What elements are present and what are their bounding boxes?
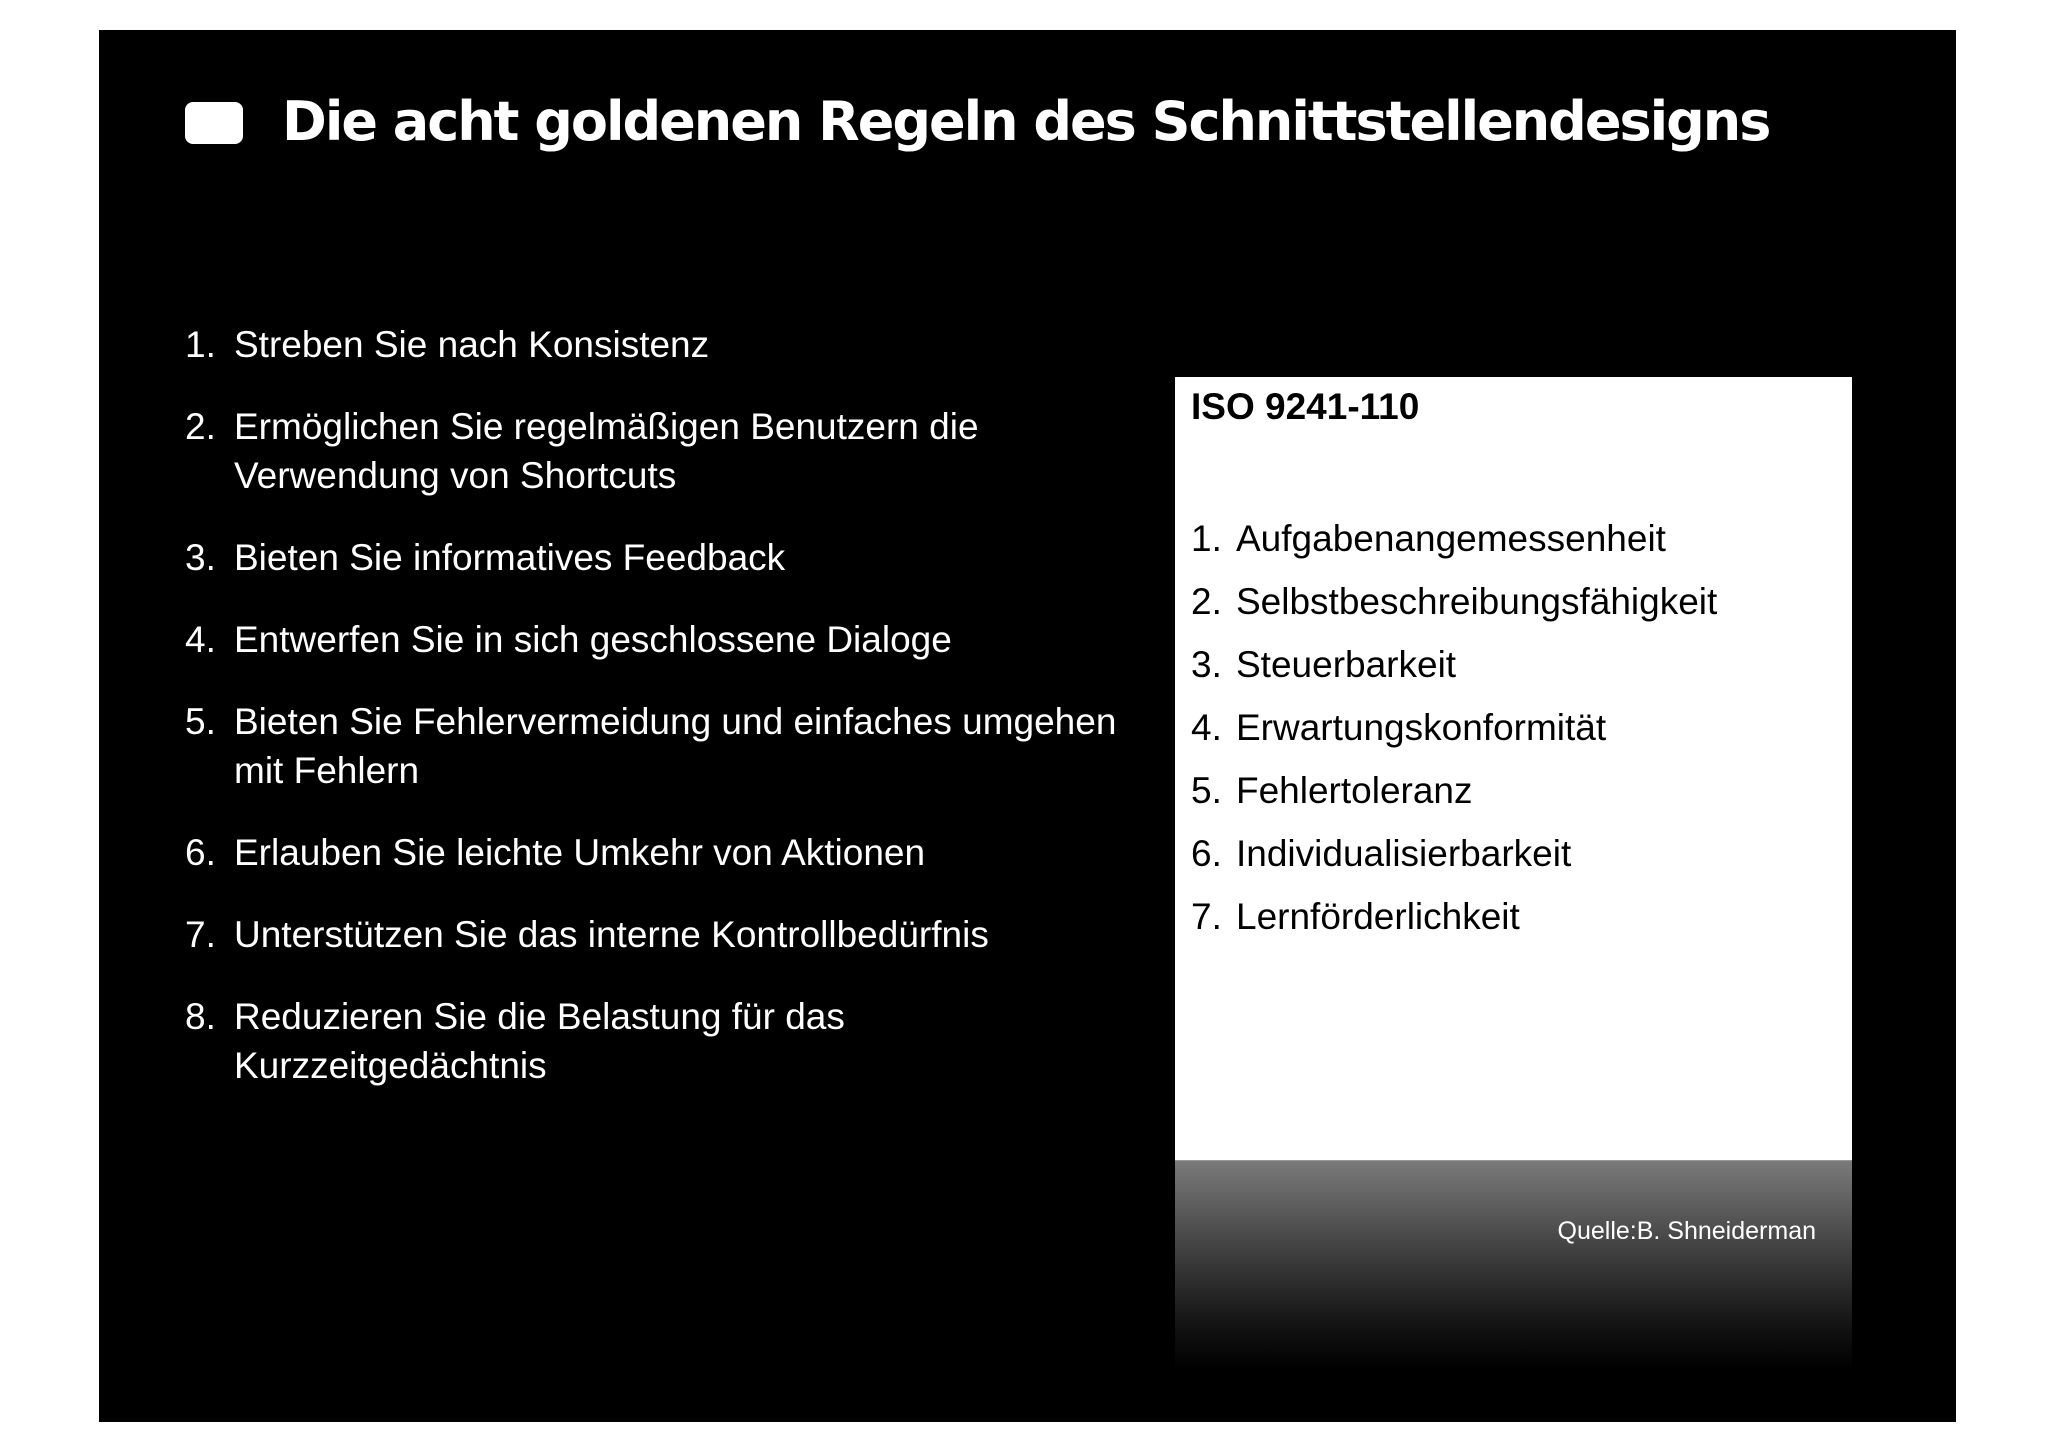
rule-number: 2. xyxy=(185,406,216,447)
iso-principles-box xyxy=(1175,377,1852,1160)
rule-item xyxy=(185,697,1165,795)
iso-heading: ISO 9241-110 xyxy=(1191,386,1420,427)
iso-item-text: Selbstbeschreibungsfähigkeit xyxy=(1236,581,1718,622)
rule-text: Ermöglichen Sie regelmäßigen Benutzern die Verwendung von Shortcuts xyxy=(234,406,979,496)
rule-text: Reduzieren Sie die Belastung für das Kurzzeitgedächtnis xyxy=(234,996,845,1086)
rule-number: 3. xyxy=(185,537,216,578)
iso-item xyxy=(1191,507,1717,570)
rule-number: 7. xyxy=(185,914,216,955)
rule-text: Erlauben Sie leichte Umkehr von Aktionen xyxy=(234,832,926,873)
iso-principles-list xyxy=(1191,507,1717,948)
box-reflection xyxy=(1175,1160,1852,1371)
iso-item-number: 3. xyxy=(1191,644,1222,685)
iso-item-text: Fehlertoleranz xyxy=(1236,770,1473,811)
rule-text: Entwerfen Sie in sich geschlossene Dialoge xyxy=(234,619,952,660)
rule-number: 1. xyxy=(185,324,216,365)
iso-item xyxy=(1191,633,1717,696)
rule-item xyxy=(185,615,1165,664)
iso-item-number: 6. xyxy=(1191,833,1222,874)
rule-item xyxy=(185,402,1165,500)
rule-item xyxy=(185,533,1165,582)
rule-text: Unterstützen Sie das interne Kontrollbedürfnis xyxy=(234,914,989,955)
iso-item-number: 4. xyxy=(1191,707,1222,748)
rule-text: Streben Sie nach Konsistenz xyxy=(234,324,710,365)
rule-item xyxy=(185,828,1165,877)
title-bullet-icon xyxy=(185,102,243,144)
slide xyxy=(99,30,1956,1422)
rule-item xyxy=(185,992,1165,1090)
rule-number: 6. xyxy=(185,832,216,873)
iso-item-text: Aufgabenangemessenheit xyxy=(1236,518,1666,559)
rule-number: 5. xyxy=(185,701,216,742)
iso-item-text: Individualisierbarkeit xyxy=(1236,833,1572,874)
iso-item-number: 2. xyxy=(1191,581,1222,622)
iso-item-text: Steuerbarkeit xyxy=(1236,644,1457,685)
rule-text: Bieten Sie Fehlervermeidung und einfaches umgehen mit Fehlern xyxy=(234,701,1117,791)
iso-item-number: 5. xyxy=(1191,770,1222,811)
iso-item xyxy=(1191,759,1717,822)
iso-item-text: Erwartungskonformität xyxy=(1236,707,1607,748)
golden-rules-list xyxy=(185,320,1165,1123)
rule-text: Bieten Sie informatives Feedback xyxy=(234,537,786,578)
iso-item xyxy=(1191,822,1717,885)
iso-item-text: Lernförderlichkeit xyxy=(1236,896,1520,937)
rule-number: 4. xyxy=(185,619,216,660)
iso-item xyxy=(1191,885,1717,948)
slide-title: Die acht goldenen Regeln des Schnittstellendesigns xyxy=(282,90,1770,153)
iso-item-number: 1. xyxy=(1191,518,1222,559)
iso-item xyxy=(1191,696,1717,759)
iso-item xyxy=(1191,570,1717,633)
iso-item-number: 7. xyxy=(1191,896,1222,937)
rule-number: 8. xyxy=(185,996,216,1037)
rule-item xyxy=(185,320,1165,369)
rule-item xyxy=(185,910,1165,959)
source-citation: Quelle:B. Shneiderman xyxy=(1557,1217,1816,1245)
